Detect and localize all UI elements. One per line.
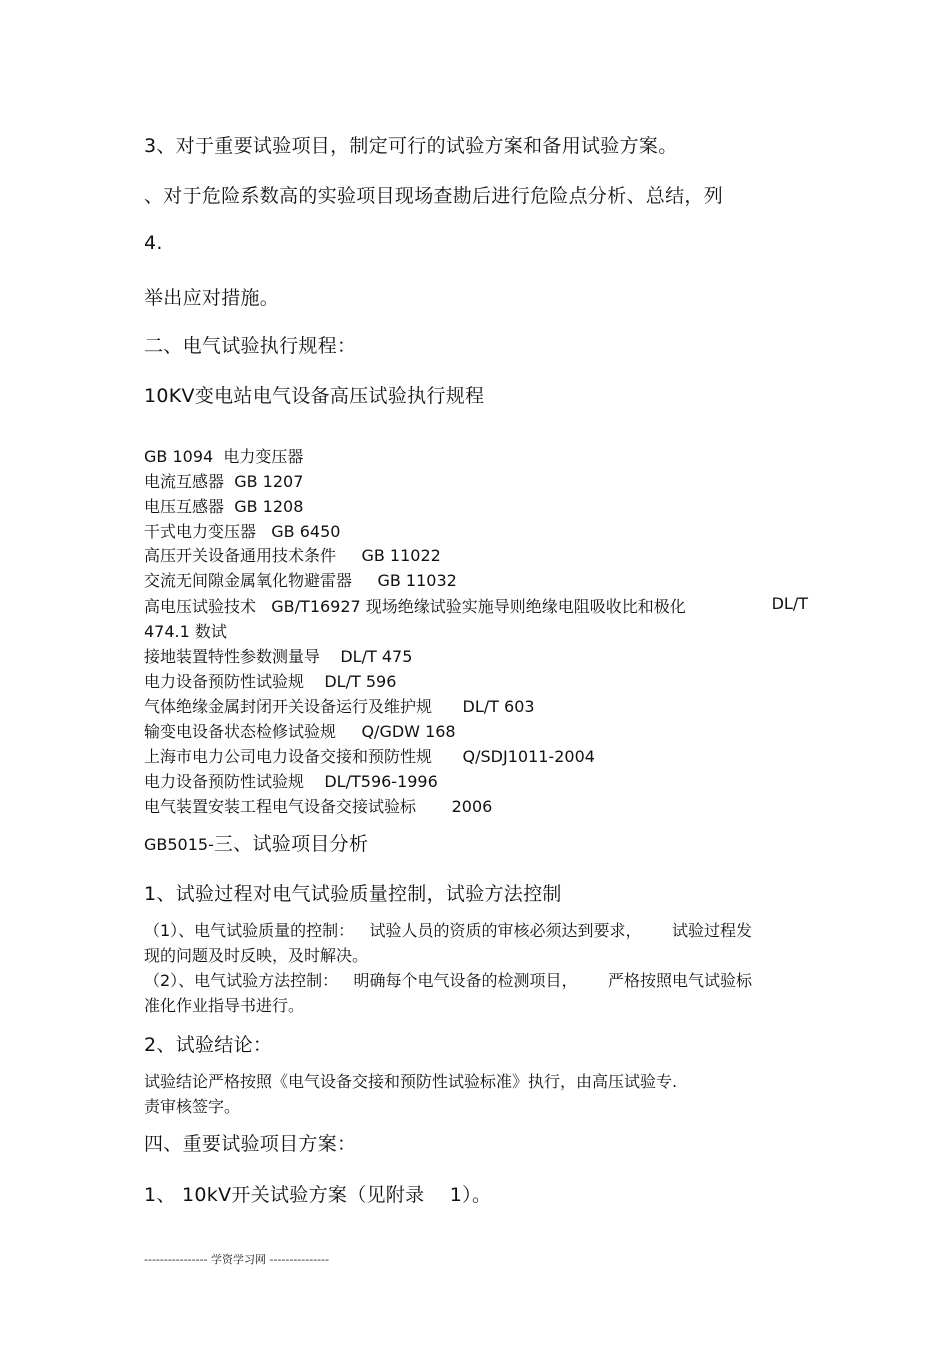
standard-name: 高电压试验技术 [144,597,257,616]
standard-row [144,719,456,742]
standard-row [144,519,340,542]
standard-name: 输变电设备状态检修试验规 [144,722,337,741]
method-control-label: （2）、电气试验方法控制： [144,971,339,990]
standard-code: GB 1207 [234,472,304,491]
standard-name: 电流互感器 [144,472,225,491]
standard-row [144,769,438,792]
standard-code: Q/GDW 168 [361,722,456,741]
standard-row [144,543,441,566]
standard-row [144,644,412,667]
standard-row [144,469,303,492]
method-control-text-end: 严格按照电气试验标 [607,971,752,990]
standard-prefix: GB5015- [144,835,214,854]
standard-name: 电气装置安装工程电气设备交接试验标 [144,797,417,816]
standard-code: GB 11032 [377,571,457,590]
standard-name: 电力设备预防性试验规 [144,672,305,691]
paragraph-item-3: 3、对于重要试验项目，制定可行的试验方案和备用试验方案。 [144,135,678,157]
standard-code: DL/T 475 [340,647,413,666]
standard-code-extra: DL/T [771,594,808,613]
standard-code: DL/T 603 [462,697,535,716]
standard-code: Q/SDJ1011-2004 [462,747,595,766]
standard-name: 干式电力变压器 [144,522,257,541]
standard-name: 上海市电力公司电力设备交接和预防性规 [144,747,433,766]
standard-row [144,669,396,692]
section-3-item-2-title: 2、试验结论： [144,1034,273,1056]
standard-code: GB 1208 [234,497,304,516]
standard-row [144,694,535,717]
section-2-subheading: 10KV变电站电气设备高压试验执行规程 [144,385,485,407]
section-2-heading: 二、电气试验执行规程： [144,335,357,357]
standard-row [144,444,303,467]
section-4-heading: 四、重要试验项目方案： [144,1133,357,1155]
standard-row [144,794,492,817]
method-control-text: 明确每个电气设备的检测项目， [353,971,578,990]
standard-row [144,494,303,517]
standard-code: DL/T 596 [324,672,397,691]
section-3-heading-line [144,829,368,856]
quality-control-paragraph [144,918,752,941]
conclusion-line-1: 试验结论严格按照《电气设备交接和预防性试验标准》执行，由高压试验专. [144,1072,678,1091]
standard-row [144,594,808,617]
standard-code: GB/T16927 现场绝缘试验实施导则绝缘电阻吸收比和极化 [271,597,686,616]
standard-name: 电力设备预防性试验规 [144,772,305,791]
standard-name: 高压开关设备通用技术条件 [144,546,337,565]
standard-code: GB 11022 [361,546,441,565]
standard-code: GB 6450 [271,522,341,541]
standard-code: 2006 [451,797,493,816]
paragraph-item-4-continuation: 举出应对措施。 [144,287,280,309]
method-control-paragraph [144,968,752,991]
standard-name: 474.1 数试 [144,622,227,641]
standard-row [144,619,227,642]
quality-control-label: （1）、电气试验质量的控制： [144,921,355,940]
quality-control-paragraph-line2: 现的问题及时反映，及时解决。 [144,946,369,965]
conclusion-line-2: 责审核签字。 [144,1097,241,1116]
quality-control-text-end: 试验过程发 [671,921,752,940]
paragraph-item-4-number: 4. [144,232,163,254]
standard-name: 接地装置特性参数测量导 [144,647,321,666]
quality-control-text: 试验人员的资质的审核必须达到要求， [369,921,642,940]
section-4-item-1 [144,1180,491,1207]
standard-row [144,568,457,591]
standard-name: 电压互感器 [144,497,225,516]
section-3-item-1-title: 1、试验过程对电气试验质量控制，试验方法控制 [144,883,562,905]
section-4-item-1-text: 1、 10kV开关试验方案（见附录 [144,1184,425,1206]
standard-name: 气体绝缘金属封闭开关设备运行及维护规 [144,697,433,716]
standard-code: DL/T596-1996 [324,772,438,791]
standard-name: 交流无间隙金属氧化物避雷器 [144,571,353,590]
paragraph-item-4-text: 、对于危险系数高的实验项目现场查勘后进行危险点分析、总结，列 [144,185,724,207]
section-3-heading: 三、试验项目分析 [213,833,369,855]
method-control-paragraph-line2: 准化作业指导书进行。 [144,996,305,1015]
standard-code: 电力变压器 [223,447,304,466]
page-footer: ---------------- 学资学习网 --------------- [144,1253,330,1266]
standard-name: GB 1094 [144,447,214,466]
standard-row [144,744,595,767]
section-4-item-1-end: 1）。 [449,1184,492,1206]
